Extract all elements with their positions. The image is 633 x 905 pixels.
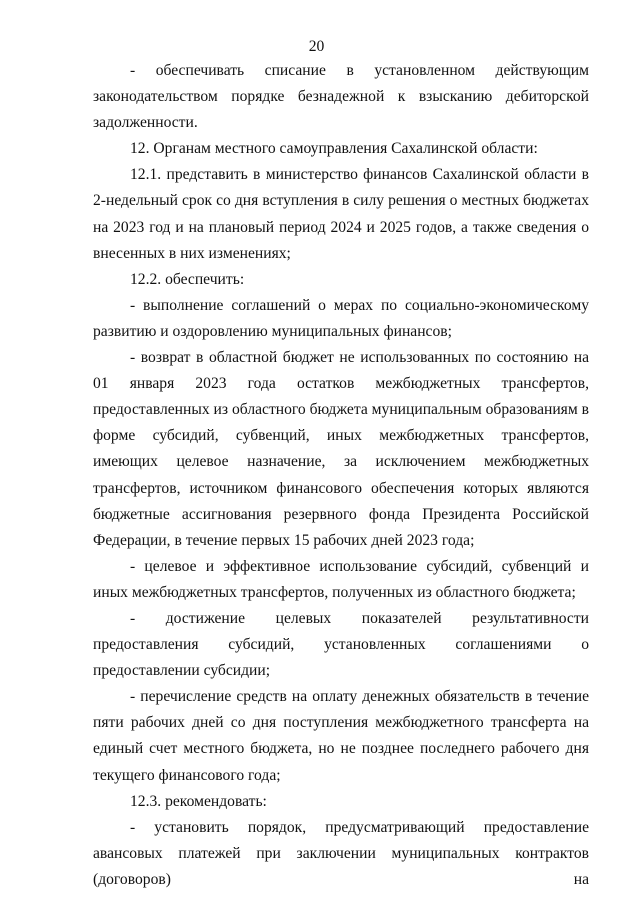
paragraph-12-2-heading: 12.2. обеспечить: bbox=[130, 270, 245, 288]
paragraph-transfer-payments: - перечисление средств на оплату денежных обязательств в течение пяти рабочих дней со дня поступления межбюджетного трансферта на единый счет местного бюджета, но не позднее последнего рабочего дня текущего финансового года; bbox=[93, 688, 589, 784]
paragraph-fulfil-agreements: - выполнение соглашений о мерах по социально-экономическому развитию и оздоровлению муниципальных финансов; bbox=[93, 296, 589, 340]
page-number: 20 bbox=[308, 38, 325, 55]
paragraph-12-3-heading: 12.3. рекомендовать: bbox=[130, 792, 267, 810]
paragraph-12-1-submit-budgets: 12.1. представить в министерство финансов Сахалинской области в 2-недельный срок со дня вступления в силу решения о местных бюджетах на 2023 год и на плановый период 2024 и 2025 годов, а также сведения о внесенных в них изменениях; bbox=[93, 166, 589, 262]
paragraph-section-12-heading: 12. Органам местного самоуправления Сахалинской области: bbox=[130, 140, 538, 158]
paragraph-performance-indicators: - достижение целевых показателей результативности предоставления субсидий, установленных соглашениями о предоставлении субсидии; bbox=[93, 609, 589, 680]
paragraph-return-transfer-balances: - возврат в областной бюджет не использованных по состоянию на 01 января 2023 года остатков межбюджетных трансфертов, предоставленных из областного бюджета муниципальным образованиям в форме субсидий, субвенций, иных межбюджетных трансфертов, имеющих целевое назначение, за исключением межбюджетных трансфертов, источником финансового обеспечения которых являются бюджетные ассигнования резервного фонда Президента Российской Федерации, в течение первых 15 рабочих дней 2023 года; bbox=[93, 349, 589, 549]
paragraph-writeoff-receivables: - обеспечивать списание в установленном действующим законодательством порядке безнадежной к взысканию дебиторской задолженности. bbox=[93, 62, 589, 132]
document-body bbox=[93, 58, 589, 893]
paragraph-targeted-use: - целевое и эффективное использование субсидий, субвенций и иных межбюджетных трансфертов, полученных из областного бюджета; bbox=[93, 557, 589, 601]
paragraph-advance-payments: - установить порядок, предусматривающий предоставление авансовых платежей при заключении муниципальных контрактов (договоров) на bbox=[93, 818, 589, 888]
